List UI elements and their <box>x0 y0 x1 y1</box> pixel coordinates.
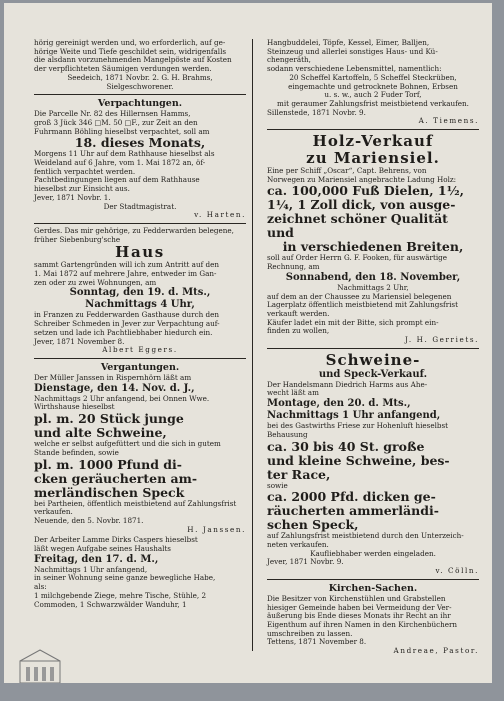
notice-continuation <box>34 39 246 91</box>
text-line: Die Parcelle Nr. 82 des Hillernsen Hamms, <box>34 109 191 119</box>
emphasis-line: 1¼, 1 Zoll dick, von ausge- <box>267 197 456 213</box>
notice-heading: Kirchen-Sachen. <box>328 582 418 594</box>
separator <box>34 94 246 95</box>
text-line: hörig gereinigt werden und, wo erforderlich, auf ge- <box>34 38 226 47</box>
text-line: Wirthshause hieselbst <box>34 402 115 412</box>
text-line: Die Besitzer von Kirchenstühlen und Grabstellen <box>267 593 446 603</box>
text-line: Neuende, den 5. Novbr. 1871. <box>34 515 144 525</box>
text-line: Lagerplatz öffentlich meistbietend mit Zahlungsfrist <box>267 300 459 310</box>
text-line: 1 milchgebende Ziege, mehre Tische, Stühle, 2 Commoden, 1 Schwarzwälder Wanduhr, 1 <box>34 590 207 609</box>
emphasis-line: zeichnet schöner Qualität und <box>267 211 448 241</box>
notice-verpachtungen-1 <box>34 98 246 220</box>
text-line: sammt Gartengründen will ich zum Antritt auf den <box>34 260 220 270</box>
notice-kirchen-sachen <box>267 583 479 656</box>
notice-vergantungen <box>34 362 246 609</box>
text-line: sowie <box>267 480 288 490</box>
text-line: Norwegen zu Mariensiel angebrachte Ladung Holz: <box>267 174 457 184</box>
signature: Der Stadtmagistrat. <box>103 201 177 211</box>
text-line: als: <box>34 582 47 592</box>
emphasis-line: pl. m. 1000 Pfund di- <box>34 456 182 472</box>
text-line: neten verkaufen. <box>267 539 329 549</box>
text-line: auf Zahlungsfrist meistbietend durch den Unterzeich- <box>267 531 464 541</box>
text-line: mit geraumer Zahlungsfrist meistbietend verkaufen. <box>277 98 469 108</box>
text-line: fentlich verpachtet werden. <box>34 166 136 176</box>
emphasis-line: 18. dieses Monats, <box>74 135 206 151</box>
signature: Andreae, Pastor. <box>393 646 479 656</box>
separator <box>34 223 246 224</box>
library-stamp-icon <box>18 647 62 683</box>
signature: J. H. Gerriets. <box>404 335 479 345</box>
text-line: Weideland auf 6 Jahre, vom 1. Mai 1872 an, öf- <box>34 158 206 168</box>
emphasis-line: Nachmittags 4 Uhr, <box>85 299 195 311</box>
text-line: 20 Scheffel Kartoffeln, 5 Scheffel Steckrüben, <box>289 72 457 82</box>
emphasis-line: ter Race, <box>267 466 331 482</box>
notice-heading: Vergantungen. <box>100 361 180 373</box>
emphasis-line: schen Speck, <box>267 517 359 533</box>
text-line: Tettens, 1871 November 8. <box>267 637 367 647</box>
text-line: u. s. w., auch 2 Fuder Torf, <box>324 90 422 100</box>
notice-heading: Schweine- <box>325 350 421 369</box>
text-line: früher Siebenburg'sche <box>34 234 121 244</box>
separator <box>267 579 479 580</box>
text-line: Der Müller Janssen in Rispernhörn läßt am <box>34 372 192 382</box>
text-line: hörige Weite und Tiefe geschildet sein, widrigenfalls <box>34 46 227 56</box>
text-line: Der Handelsmann Diedrich Harms aus Ahe- <box>267 379 428 389</box>
emphasis-line: und kleine Schweine, bes- <box>267 452 450 468</box>
notice-hausrat <box>267 39 479 126</box>
text-line: Gerdes. Das mir gehörige, zu Fedderwarden belegene, <box>34 225 234 235</box>
text-line: welche er selbst aufgefüttert und die sich in gutem <box>34 439 221 449</box>
text-line: 1. Mai 1872 auf mehrere Jahre, entweder im Gan- <box>34 269 217 279</box>
text-line: chengeräth, <box>267 55 311 65</box>
text-line: Behausung <box>267 429 308 439</box>
emphasis-line: Nachmittags 1 Uhr anfangend, <box>267 410 441 422</box>
notice-heading: und Speck-Verkauf. <box>318 368 428 380</box>
emphasis-line: cken geräucherten am- <box>34 470 198 486</box>
text-line: Der Arbeiter Lamme Dirks Caspers hieselbst <box>34 535 198 545</box>
text-line: Nachmittags 1 Uhr anfangend, <box>34 564 148 574</box>
separator <box>267 129 479 130</box>
emphasis-line: merländischen Speck <box>34 484 185 500</box>
signature: Albert Eggers. <box>102 345 178 355</box>
emphasis-line: Dienstage, den 14. Nov. d. J., <box>34 382 195 394</box>
text-line: die alsdann vorzunehmenden Mangelpöste auf Kosten <box>34 55 232 65</box>
text-line: Jever, 1871 Novbr. 9. <box>267 557 344 567</box>
text-line: Jever, 1871 November 8. <box>34 336 125 346</box>
emphasis-line: ca. 2000 Pfd. dicken ge- <box>267 489 436 505</box>
text-line: Eigenthum auf ihren Namen in den Kirchenbüchern <box>267 619 458 629</box>
text-line: zen oder zu zwei Wohnungen, am <box>34 277 157 287</box>
notice-heading: Holz-Verkauf <box>312 132 434 151</box>
text-line: Morgens 11 Uhr auf dem Rathhause hieselbst als <box>34 149 215 159</box>
text-line: in seiner Wohnung seine ganze bewegliche Habe, <box>34 573 216 583</box>
text-line: Jever, 1871 Novbr. 1. <box>34 192 111 202</box>
emphasis-line: Montage, den 20. d. Mts., <box>267 398 411 410</box>
signature: v. Harten. <box>194 210 246 220</box>
signature: A. Tiemens. <box>418 116 479 126</box>
text-line: Schreiber Schmeden in Jever zur Verpachtung auf- <box>34 319 220 329</box>
text-line: bei des Gastwirths Friese zur Hohenluft hieselbst <box>267 421 449 431</box>
text-line: Steinzeug und allerlei sonstiges Haus- und Kü- <box>267 46 438 56</box>
text-line: wecht läßt am <box>267 388 319 398</box>
text-line: Kaufliebhaber werden eingeladen. <box>310 548 436 558</box>
text-line: der verpflichteten Säumigen verdungen werden. <box>34 64 212 74</box>
emphasis-line: Haus <box>115 243 165 262</box>
emphasis-line: Freitag, den 17. d. M., <box>34 553 159 565</box>
text-line: verkaufen. <box>34 507 73 517</box>
text-line: setzen und lade ich Pachtliebhaber hiedurch ein. <box>34 327 213 337</box>
separator <box>267 348 479 349</box>
text-line: Käufer ladet ein mit der Bitte, sich prompt ein- <box>267 317 439 327</box>
text-line: Sillenstede, 1871 Novbr. 9. <box>267 107 366 117</box>
text-line: groß 3 Jück 346 □M. 50 □F., zur Zeit an den <box>34 117 198 127</box>
text-line: in Franzen zu Fedderwarden Gasthause durch den <box>34 310 220 320</box>
text-line: Pachtbedingungen liegen auf dem Rathhause <box>34 175 200 185</box>
signature: H. Janssen. <box>187 524 246 534</box>
text-line: hiesiger Gemeinde haben bei Vermeidung der Ver- <box>267 602 452 612</box>
text-line: Eine per Schiff „Oscar“, Capt. Behrens, von <box>267 166 427 176</box>
text-line: auf dem an der Chaussee zu Mariensiel belegenen <box>267 291 452 301</box>
column-divider <box>252 39 253 651</box>
emphasis-line: Sonntag, den 19. d. Mts., <box>69 287 211 299</box>
text-line: äußerung bis Ende dieses Monats ihr Recht an ihr <box>267 611 451 621</box>
text-line: verkauft werden. <box>267 308 330 318</box>
text-line: Nachmittags 2 Uhr, <box>337 282 409 292</box>
emphasis-line: pl. m. 20 Stück junge <box>34 411 184 427</box>
emphasis-line: ca. 30 bis 40 St. große <box>267 438 425 454</box>
notice-haus <box>34 227 246 355</box>
left-column <box>34 39 246 609</box>
emphasis-line: in verschiedenen Breiten, <box>282 239 464 255</box>
signature: v. Cölln. <box>435 566 479 576</box>
text-line: Nachmittags 2 Uhr anfangend, bei Onnen Wwe. <box>34 393 210 403</box>
text-line: Sielgeschworener. <box>106 81 174 91</box>
text-line: soll auf Order Herrn G. F. Fooken, für auswärtige <box>267 253 448 263</box>
notice-holz-verkauf <box>267 133 479 345</box>
emphasis-line: räucherten ammerländi- <box>267 503 439 519</box>
notice-heading: zu Mariensiel. <box>306 149 440 168</box>
newspaper-page <box>4 3 492 683</box>
separator <box>34 358 246 359</box>
text-line: Seedeich, 1871 Novbr. 2. G. H. Brahms, <box>67 72 213 82</box>
text-line: Fuhrmann Böhling hieselbst verpachtet, soll am <box>34 126 210 136</box>
text-line: umschreiben zu lassen. <box>267 628 353 638</box>
text-line: eingemachte und getrocknete Bohnen, Erbsen <box>288 81 458 91</box>
text-line: sodann verschiedene Lebensmittel, namentlich: <box>267 64 442 74</box>
emphasis-line: und alte Schweine, <box>34 425 167 441</box>
text-line: Hangbuddelei, Töpfe, Kessel, Eimer, Balljen, <box>267 38 430 47</box>
notice-heading: Verpachtungen. <box>97 98 183 110</box>
text-line: Stande befinden, sowie <box>34 447 119 457</box>
text-line: läßt wegen Aufgabe seines Haushalts <box>34 544 171 554</box>
text-line: Rechnung, am <box>267 262 320 272</box>
text-line: bei Partheien, öffentlich meistbietend auf Zahlungsfrist <box>34 498 237 508</box>
right-column <box>267 39 479 656</box>
text-line: finden zu wollen, <box>267 326 330 336</box>
notice-schweine <box>267 352 479 576</box>
text-line: hieselbst zur Einsicht aus. <box>34 184 130 194</box>
emphasis-line: Sonnabend, den 18. November, <box>285 271 461 283</box>
emphasis-line: ca. 100,000 Fuß Dielen, 1½, <box>267 183 465 199</box>
